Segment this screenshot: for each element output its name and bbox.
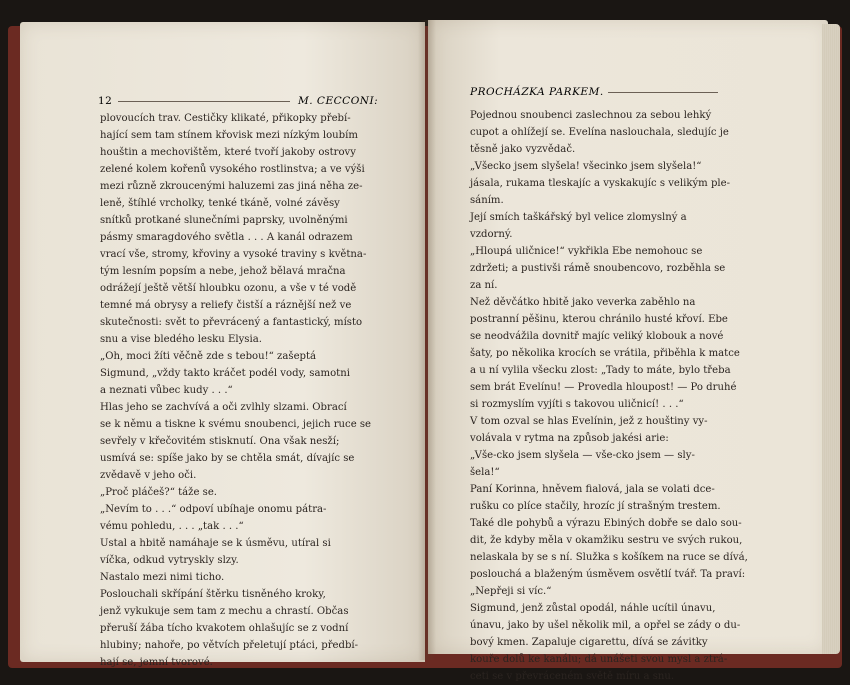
text-line: tým lesním popsím a nebe, jehož bělavá mračna: [100, 266, 346, 277]
text-line: Sigmund, jenž zůstal opodál, náhle ucítil únavu,: [470, 603, 716, 614]
text-line: sáním.: [470, 195, 504, 206]
text-line: únavu, jako by ušel několik mil, a opřel se zády o du-: [470, 620, 741, 631]
page-edges: [822, 24, 840, 654]
page-number: 12: [98, 95, 113, 107]
text-line: skutečnosti: svět to převrácený a fantastický, místo: [100, 317, 363, 328]
text-line: nelaskala by se s ní. Služka s košíkem na ruce se dívá,: [470, 552, 748, 563]
text-line: hlubiny; nahoře, po větvích přeletují ptáci, předbí-: [100, 640, 359, 651]
text-line: za ní.: [470, 280, 498, 291]
text-line: Nastalo mezi nimi ticho.: [100, 572, 225, 583]
text-line: snítků protkané slunečními paprsky, uvolněnými: [100, 215, 348, 226]
text-line: „Oh, moci žíti věčně zde s tebou!“ zašeptá: [100, 351, 317, 362]
text-line: cupot a ohlížejí se. Evelína naslouchala, sledujíc je: [470, 127, 729, 138]
text-line: „Nevím to . . .“ odpoví ubíhaje onomu pátra-: [100, 504, 327, 515]
text-line: Její smích taškářský byl velice zlomyslný a: [470, 212, 687, 223]
text-line: rušku co plíce stačily, hrozíc jí strašným trestem.: [470, 501, 721, 512]
text-line: Hlas jeho se zachvívá a oči zvlhly slzami. Obrací: [100, 402, 347, 413]
right-running-head: PROCHÁZKA PARKEM.: [470, 86, 604, 98]
text-line: „Nepřeji si víc.“: [470, 586, 552, 597]
text-line: leně, štíhlé vrcholky, tenké tkáně, volné závěsy: [100, 198, 340, 209]
text-line: houštin a mechovištěm, které tvoří jakoby ostrovy: [100, 147, 356, 158]
text-line: vrací vše, stromy, křoviny a vysoké traviny s května-: [100, 249, 367, 260]
text-line: usmívá se: spíše jako by se chtěla smát, dívajíc se: [100, 453, 355, 464]
left-running-head: M. CECCONI:: [298, 95, 379, 107]
text-line: kouře dolů ke kanálu; dá unášeti svou mysl a ztrá-: [470, 654, 728, 665]
text-line: se k němu a tiskne k svému snoubenci, jejich ruce se: [100, 419, 372, 430]
text-line: zelené kolem kořenů vysokého rostlinstva; a ve výši: [100, 164, 365, 175]
text-line: zdržeti; a pustivši rámě snoubencovo, rozběhla se: [470, 263, 726, 274]
text-line: plovoucích trav. Cestičky klikaté, přikopky přebí-: [100, 113, 351, 124]
text-line: mezi různě zkroucenými haluzemi zas jiná něha ze-: [100, 181, 363, 192]
text-line: jenž vykukuje sem tam z mechu a chrastí. Občas: [100, 606, 349, 617]
text-line: víčka, odkud vytryskly slzy.: [100, 555, 239, 566]
right-page-text: [470, 107, 755, 685]
text-line: přeruší žába tícho kvakotem ohlašujíc se z vodní: [100, 623, 349, 634]
text-line: Pojednou snoubenci zaslechnou za sebou lehký: [470, 110, 712, 121]
text-line: Paní Korinna, hněvem fialová, jala se volati dce-: [470, 484, 715, 495]
text-line: ceti se v převráceném světě míru a snu.: [470, 671, 675, 682]
text-line: „Proč pláčeš?“ táže se.: [100, 487, 218, 498]
text-line: se neodvážila dovnitř majíc veliký klobouk a nové: [470, 331, 724, 342]
text-line: sevřely v křečovitém stisknutí. Ona však nesží;: [100, 436, 340, 447]
text-line: vzdorný.: [470, 229, 513, 240]
book-gutter: [418, 20, 436, 660]
text-line: bový kmen. Zapaluje cigarettu, dívá se závitky: [470, 637, 708, 648]
text-line: volávala v rytma na způsob jakési arie:: [470, 433, 669, 444]
text-line: poslouchá a blaženým úsměvem osvětlí tvář. Ta praví:: [470, 569, 746, 580]
text-line: a u ní vylila všecku zlost: „Tady to máte, bylo třeba: [470, 365, 731, 376]
text-line: dit, že kdyby měla v okamžiku sestru ve svých rukou,: [470, 535, 743, 546]
text-line: a neznati vůbec kudy . . .“: [100, 385, 233, 396]
header-rule-right: [608, 92, 718, 93]
text-line: Ustal a hbitě namáhaje se k úsměvu, utíral si: [100, 538, 331, 549]
header-rule-left: [118, 101, 290, 102]
text-line: hající sem tam stínem křovisk mezi nízkým loubím: [100, 130, 358, 141]
text-line: temné má obrysy a reliefy čistší a ráznější než ve: [100, 300, 352, 311]
text-line: postranní pěšinu, kterou chránilo husté křoví. Ebe: [470, 314, 728, 325]
text-line: odrážejí ještě větší hloubku ozonu, a vše v té vodě: [100, 283, 357, 294]
text-line: sem brát Evelínu! — Provedla hloupost! — Po druhé: [470, 382, 737, 393]
text-line: jásala, rukama tleskajíc a vyskakujíc s velikým ple-: [470, 178, 731, 189]
text-line: šaty, po několika krocích se vrátila, přiběhla k matce: [470, 348, 740, 359]
text-line: V tom ozval se hlas Evelínin, jež z houštiny vy-: [470, 416, 708, 427]
text-line: Také dle pohybů a výrazu Ebiných dobře se dalo sou-: [470, 518, 742, 529]
text-line: „Hloupá uličnice!“ vykřikla Ebe nemohouc se: [470, 246, 703, 257]
text-line: pásmy smaragdového světla . . . A kanál odrazem: [100, 232, 353, 243]
text-line: těsně jako vyzvědač.: [470, 144, 576, 155]
text-line: Poslouchali skřípání štěrku tisněného kroky,: [100, 589, 326, 600]
text-line: „Vše-cko jsem slyšela — vše-cko jsem — sly-: [470, 450, 695, 461]
left-page-text: [100, 110, 385, 671]
text-line: vému pohledu, . . . „tak . . .“: [100, 521, 244, 532]
text-line: zvědavě v jeho oči.: [100, 470, 197, 481]
text-line: hají se, jemní tvorové.: [100, 657, 213, 668]
text-line: „Všecko jsem slyšela! všecinko jsem slyšela!“: [470, 161, 702, 172]
text-line: si rozmyslím vyjíti s takovou uličnicí! . . .“: [470, 399, 684, 410]
text-line: šela!“: [470, 467, 500, 478]
text-line: Sigmund, „vždy takto kráčet podél vody, samotni: [100, 368, 350, 379]
text-line: Než děvčátko hbitě jako veverka zaběhlo na: [470, 297, 696, 308]
text-line: snu a vise bledého lesku Elysia.: [100, 334, 262, 345]
